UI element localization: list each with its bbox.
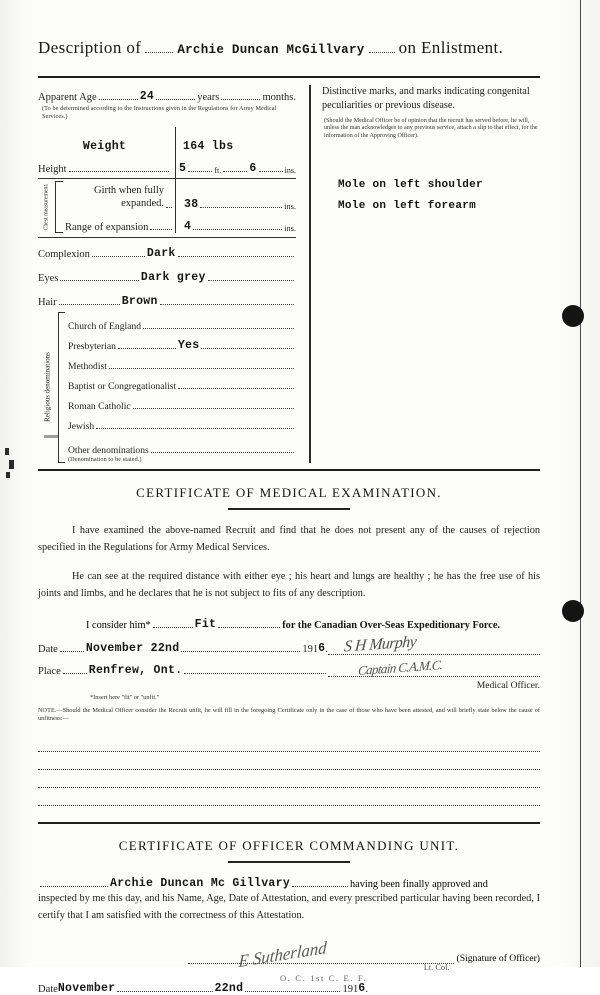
- eyes-value: Dark grey: [140, 270, 206, 284]
- dot-leader: [109, 368, 294, 369]
- document-header: [38, 38, 540, 72]
- dot-leader: [118, 348, 176, 349]
- officer-rank: Lt. Col.: [423, 962, 450, 972]
- chest-measurement-block: [38, 181, 296, 233]
- distinctive-mark-item: Mole on left forearm: [338, 200, 477, 213]
- dot-leader: [245, 991, 340, 992]
- dot-leader: [69, 171, 169, 172]
- page-border-line: [580, 0, 581, 967]
- religion-row: [68, 392, 296, 412]
- expansion-row: [65, 211, 296, 233]
- measurement-rule: [38, 178, 296, 179]
- dot-leader: [178, 388, 294, 389]
- dot-leader: [292, 886, 348, 887]
- complexion-label: Complexion: [38, 248, 90, 260]
- scan-artifact-speck: [5, 448, 9, 455]
- left-description-column: [38, 85, 302, 463]
- girth-unit: ins.: [284, 201, 296, 211]
- medical-date-value: November 22nd: [85, 642, 180, 656]
- scan-artifact-speck: [9, 460, 14, 469]
- fit-unfit-footnote: *Insert here "fit" or "unfit.": [90, 694, 160, 702]
- religion-brace: [58, 312, 65, 464]
- expansion-label: Range of expansion: [65, 221, 149, 233]
- months-label: months.: [262, 92, 296, 103]
- officer-title-underline: [228, 861, 350, 863]
- medical-paragraph-2: He can see at the required distance with either eye ; his heart and lungs are healthy ; he has the free use of his joints and limbs, and he declares that he is not subject to fits of any description.: [38, 571, 540, 599]
- force-label: for the Canadian Over-Seas Expeditionary Force.: [282, 620, 500, 632]
- medical-officer-rank-signature: Captain C.A.M.C.: [357, 657, 444, 679]
- religion-label: Baptist or Congregationalist: [68, 380, 177, 392]
- dot-leader: [184, 673, 326, 674]
- medical-section-divider: [38, 822, 540, 824]
- blank-ruled-line: [38, 752, 540, 770]
- religion-label: Jewish: [68, 420, 95, 432]
- dot-leader: [60, 280, 138, 281]
- dot-leader: [60, 651, 84, 652]
- dot-leader: [63, 673, 87, 674]
- place-label: Place: [38, 666, 61, 678]
- dot-leader: [178, 256, 294, 257]
- scan-left-edge-shadow: [0, 0, 34, 967]
- girth-label: Girth when fully expanded.: [94, 185, 164, 210]
- medical-title-underline: [228, 508, 350, 510]
- religion-row: [68, 312, 296, 332]
- header-prefix: Description of: [38, 38, 142, 57]
- weight-label: Weight: [82, 139, 127, 153]
- apparent-age-note: (To be determined according to the Instructions given in the Regulations for Army Medical Services.): [42, 105, 277, 120]
- fitness-value: Fit: [194, 618, 217, 632]
- chest-measurement-vertical-label: Chest measurement.: [43, 182, 50, 231]
- complexion-value: Dark: [146, 246, 176, 260]
- dot-leader: [117, 991, 212, 992]
- dot-leader: [133, 408, 294, 409]
- year-prefix: 191: [302, 644, 319, 656]
- dot-leader: [150, 229, 172, 230]
- dot-leader: [59, 304, 120, 305]
- chest-brace: [55, 181, 63, 233]
- dot-leader: [223, 171, 247, 172]
- officer-date-row: [38, 982, 368, 995]
- height-row: [38, 153, 296, 175]
- expansion-unit: ins.: [284, 223, 296, 233]
- dot-leader: [143, 328, 294, 329]
- right-description-column: [318, 85, 540, 463]
- height-inches-value: 6: [249, 161, 257, 175]
- apparent-age-label: Apparent Age: [38, 92, 97, 103]
- dot-leader: [99, 99, 138, 100]
- girth-row: [65, 181, 296, 211]
- blank-ruled-line: [38, 788, 540, 806]
- description-columns: [38, 85, 540, 463]
- height-feet-value: 5: [179, 161, 187, 175]
- height-label: Height: [38, 163, 67, 175]
- binding-hole-icon: [562, 600, 584, 622]
- apparent-age-row: [38, 90, 296, 103]
- officer-certificate-recruit-name: Archie Duncan Mc Gillvary: [110, 876, 291, 890]
- officer-signature-row: [38, 937, 540, 983]
- measurements-block: [38, 127, 296, 233]
- religious-denominations-block: [38, 312, 296, 464]
- medical-place-row: [38, 657, 540, 679]
- dot-leader: [201, 348, 294, 349]
- unfit-note-footnote: NOTE.—Should the Medical Officer consider the Recruit unfit, he will fill in the foregoing Certificate only in the case of those who have been attested, and will briefly state below the cause of unfitness:—: [38, 706, 540, 723]
- document-sheet: [38, 18, 540, 995]
- weight-value: 164 lbs: [183, 139, 234, 153]
- blank-ruled-line: [38, 770, 540, 788]
- medical-date-row: [38, 633, 540, 656]
- eyes-label: Eyes: [38, 272, 59, 284]
- apparent-age-value: 24: [139, 90, 155, 103]
- description-section-divider: [38, 469, 540, 471]
- religion-label: Church of England: [68, 320, 142, 332]
- dot-leader: [156, 99, 195, 100]
- religion-row: [68, 412, 296, 432]
- complexion-row: [38, 247, 296, 260]
- scan-right-edge-shadow: [548, 0, 600, 967]
- scan-artifact-speck: [6, 472, 10, 478]
- year-digit: 6: [318, 642, 326, 656]
- religion-label: Presbyterian: [68, 340, 116, 352]
- dot-leader: [40, 886, 108, 887]
- date-label: Date: [38, 644, 58, 656]
- measurement-divider: [175, 127, 176, 233]
- medical-paragraph-1: I have examined the above-named Recruit and find that he does not present any of the causes of rejection specified in the Regulations for Army Medical Services.: [38, 525, 540, 553]
- measurement-rule-bottom: [38, 237, 296, 238]
- medical-officer-signature-area: [328, 633, 540, 656]
- height-inches-unit: ins.: [284, 165, 297, 175]
- header-suffix: on Enlistment.: [398, 38, 504, 57]
- dot-leader: [218, 627, 280, 628]
- unfitness-cause-lines: [38, 734, 540, 806]
- officer-date-day: 22nd: [214, 981, 244, 995]
- year-prefix: 191: [342, 983, 359, 995]
- religion-row: [68, 332, 296, 352]
- officer-signature: E Sutherland: [238, 937, 328, 971]
- dot-leader: [200, 207, 282, 208]
- religious-denominations-vertical-label: Religious denominations: [43, 352, 52, 423]
- dot-leader: [221, 99, 260, 100]
- consider-label: I consider him*: [86, 620, 151, 632]
- religion-label: Methodist: [68, 360, 107, 372]
- date-label: Date: [38, 983, 58, 995]
- signature-of-officer-caption: (Signature of Officer): [456, 952, 540, 964]
- religion-row: [68, 372, 296, 392]
- hair-label: Hair: [38, 296, 57, 308]
- dot-leader: [181, 651, 300, 652]
- girth-value: 38: [184, 197, 199, 211]
- dot-leader: [193, 229, 282, 230]
- distinctive-mark-item: Mole on left shoulder: [338, 179, 483, 192]
- medical-place-value: Renfrew, Ont.: [88, 664, 183, 678]
- dot-leader: [92, 256, 145, 257]
- medical-officer-signature: S H Murphy: [343, 633, 417, 656]
- year-period: .: [325, 644, 328, 656]
- officer-signature-line: [188, 937, 454, 983]
- years-label: years: [197, 92, 220, 103]
- height-feet-unit: ft.: [214, 165, 222, 175]
- dot-leader: [151, 452, 294, 453]
- dot-leader: [188, 171, 212, 172]
- column-divider: [309, 85, 311, 463]
- dot-leader: [166, 207, 172, 208]
- dot-leader: [208, 280, 294, 281]
- other-denominations-label: Other denominations: [68, 444, 149, 456]
- consider-fit-row: [38, 618, 540, 631]
- officer-para-head: having been finally approved and: [350, 878, 488, 890]
- dot-leader: [153, 627, 193, 628]
- religion-label: Roman Catholic: [68, 400, 131, 412]
- year-period: .: [365, 983, 369, 995]
- religion-list: [68, 312, 296, 464]
- eyes-row: [38, 271, 296, 284]
- blank-ruled-line: [38, 734, 540, 752]
- officer-date-month: November: [57, 981, 116, 995]
- header-divider: [38, 76, 540, 78]
- weight-row: [38, 127, 296, 153]
- dot-leader: [96, 428, 294, 429]
- distinctive-marks-values: [322, 179, 540, 212]
- other-denominations-row: [68, 438, 296, 456]
- binding-hole-icon: [562, 305, 584, 327]
- medical-certificate-title: CERTIFICATE OF MEDICAL EXAMINATION.: [136, 485, 442, 501]
- medical-officer-caption: Medical Officer.: [476, 680, 540, 692]
- officer-paragraph-tail: inspected by me this day, and his Name, Age, Date of Attestation, and every prescribed particular having been recorded, I certify that I am satisfied with the correctness of this Attestation.: [38, 892, 540, 922]
- officer-unit: O. C. 1st C. E. F.: [280, 972, 368, 983]
- distinctive-marks-heading: Distinctive marks, and marks indicating congenital peculiarities or previous disease.: [322, 86, 530, 111]
- religion-value: Yes: [177, 338, 200, 352]
- other-denominations-note: (Denomination to be stated.): [68, 455, 142, 463]
- hair-row: [38, 295, 296, 308]
- officer-certificate-title: CERTIFICATE OF OFFICER COMMANDING UNIT.: [118, 837, 460, 853]
- distinctive-marks-note: (Should the Medical Officer be of opinion that the recruit has served before, he will, unless the man acknowledges to any previous service, attach a slip to that effect, for the information of the Approving Officer).: [324, 117, 538, 140]
- dot-leader: [160, 304, 294, 305]
- religion-row: [68, 352, 296, 372]
- expansion-value: 4: [184, 219, 192, 233]
- officer-name-row: [38, 877, 540, 890]
- header-recruit-name: Archie Duncan McGillvary: [177, 43, 365, 57]
- medical-officer-rank-area: [328, 657, 540, 679]
- hair-value: Brown: [121, 294, 158, 308]
- dot-leader: [259, 171, 283, 172]
- year-digit: 6: [358, 981, 366, 995]
